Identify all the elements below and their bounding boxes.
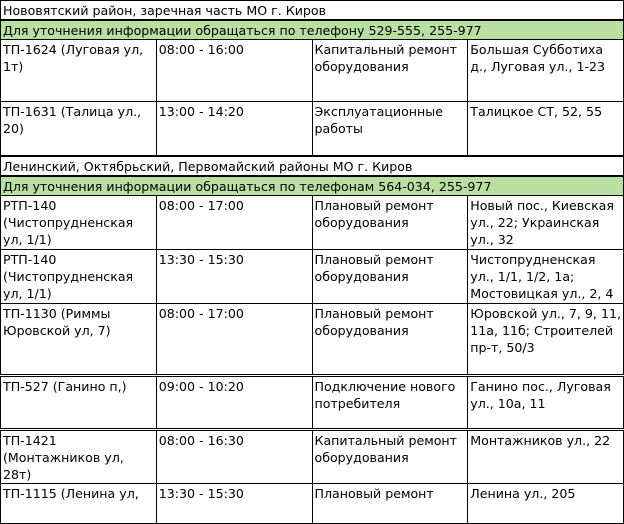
substation-cell: ТП-1631 (Талица ул., 20) [1, 102, 157, 156]
time-cell: 08:00 - 17:00 [156, 303, 312, 375]
time-cell: 13:00 - 14:20 [156, 102, 312, 156]
time-cell: 08:00 - 16:30 [156, 429, 312, 483]
table-row [1, 483, 624, 523]
table-row [1, 195, 624, 249]
time-cell: 09:00 - 10:20 [156, 375, 312, 429]
address-cell: Новый пос., Киевская ул., 22; Украинская ул., 32 [468, 195, 624, 249]
time-cell: 08:00 - 16:00 [156, 40, 312, 102]
phone-info-row [1, 20, 624, 40]
address-cell: Монтажников ул., 22 [468, 429, 624, 483]
time-cell: 08:00 - 17:00 [156, 195, 312, 249]
work-type-cell: Плановый ремонт оборудования [312, 195, 468, 249]
address-cell: Юровской ул., 7, 9, 11, 11а, 11б; Строителей пр-т, 50/3 [468, 303, 624, 375]
district-title: Нововятский район, заречная часть МО г. Киров [1, 1, 624, 21]
phone-info-row [1, 176, 624, 196]
work-type-cell: Капитальный ремонт оборудования [312, 40, 468, 102]
address-cell: Чистопрудненская ул., 1/1, 1/2, 1а; Мостовицкая ул., 2, 4 [468, 249, 624, 303]
work-type-cell: Плановый ремонт оборудования [312, 303, 468, 375]
table-row [1, 249, 624, 303]
table-row [1, 40, 624, 102]
district-title: Ленинский, Октябрьский, Первомайский районы МО г. Киров [1, 156, 624, 176]
time-cell: 13:30 - 15:30 [156, 249, 312, 303]
substation-cell: РТП-140 (Чистопрудненская ул, 1/1) [1, 249, 157, 303]
work-type-cell: Плановый ремонт [312, 483, 468, 523]
address-cell: Большая Субботиха д., Луговая ул., 1-23 [468, 40, 624, 102]
address-cell: Талицкое СТ, 52, 55 [468, 102, 624, 156]
address-cell: Ленина ул., 205 [468, 483, 624, 523]
table-row [1, 303, 624, 375]
phone-info: Для уточнения информации обращаться по телефонам 564-034, 255-977 [1, 176, 624, 196]
phone-info: Для уточнения информации обращаться по телефону 529-555, 255-977 [1, 20, 624, 40]
work-type-cell: Подключение нового потребителя [312, 375, 468, 429]
substation-cell: ТП-527 (Ганино п,) [1, 375, 157, 429]
substation-cell: ТП-1130 (Риммы Юровской ул, 7) [1, 303, 157, 375]
time-cell: 13:30 - 15:30 [156, 483, 312, 523]
table-row [1, 429, 624, 483]
substation-cell: ТП-1421 (Монтажников ул, 28т) [1, 429, 157, 483]
substation-cell: ТП-1624 (Луговая ул, 1т) [1, 40, 157, 102]
table-row [1, 102, 624, 156]
substation-cell: ТП-1115 (Ленина ул, [1, 483, 157, 523]
district-header-row [1, 1, 624, 21]
address-cell: Ганино пос., Луговая ул., 10а, 11 [468, 375, 624, 429]
work-type-cell: Капитальный ремонт оборудования [312, 429, 468, 483]
substation-cell: РТП-140 (Чистопрудненская ул, 1/1) [1, 195, 157, 249]
district-header-row [1, 156, 624, 176]
table-row [1, 375, 624, 429]
work-type-cell: Эксплуатационные работы [312, 102, 468, 156]
work-type-cell: Плановый ремонт оборудования [312, 249, 468, 303]
